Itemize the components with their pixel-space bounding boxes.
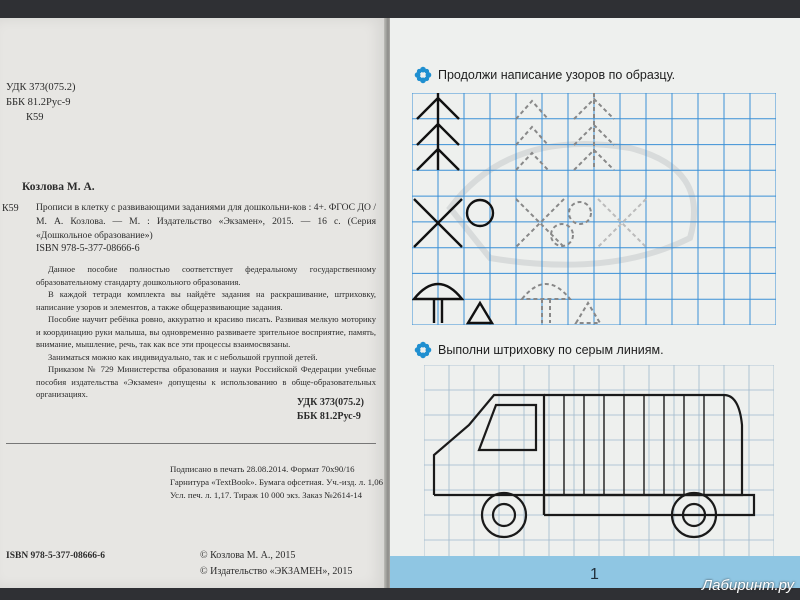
tree-pattern-sample: [417, 93, 459, 170]
flower-bullet-icon: [414, 341, 432, 359]
classification-codes: [297, 396, 364, 424]
right-page: [390, 18, 800, 588]
imprint-line: Подписано в печать 28.08.2014. Формат 70x90/16: [170, 464, 355, 474]
imprint-line: Гарнитура «TextBook». Бумага офсетная. Уч.-изд. л. 1,06: [170, 477, 383, 487]
udk-code: УДК 373(075.2): [296, 397, 364, 408]
cross-circle-sample: [414, 199, 493, 247]
author-name: Козлова М. А.: [22, 181, 95, 193]
task-text: Выполни штриховку по серым линиям.: [438, 343, 664, 357]
task-text: Продолжи написание узоров по образцу.: [438, 68, 676, 82]
isbn-top: ISBN 978-5-377-08666-6: [36, 243, 140, 254]
annotation-paragraph: В каждой тетради комплекта вы найдёте задания на раскрашивание, штриховку, написание узоров и элементов, а также общеразвивающие задания.: [36, 289, 376, 312]
bbk-line: ББК 81.2Рус-9: [6, 97, 71, 108]
annotation-paragraph: Пособие научит ребёнка ровно, аккуратно и красиво писать. Развивая мелкую моторику и координацию руки малыша, вы одновременно развиваете зрительное восприятие, память, внимание, мышление, речь, так как все эти процессы взаимосвязаны.: [36, 314, 376, 349]
left-page: [0, 18, 386, 588]
flower-bullet-icon: [414, 66, 432, 84]
udk-line: УДК 373(075.2): [6, 82, 76, 93]
udk-block-top: [6, 80, 76, 125]
truck-outline: [434, 395, 754, 537]
copyright-line: © Козлова М. А., 2015: [200, 550, 296, 561]
annotation-text: [36, 263, 376, 401]
copyright-block: [200, 548, 352, 580]
annotation-paragraph: Данное пособие полностью соответствует федеральному государственному образовательному стандарту дошкольного образования.: [36, 264, 376, 287]
tree-pattern-trace: [516, 93, 614, 170]
imprint-line: Усл. печ. л. 1,17. Тираж 10 000 экз. Заказ №2614-14: [170, 490, 363, 500]
task-instruction-2: [414, 341, 664, 359]
divider-line: [6, 443, 376, 444]
mushroom-triangle-trace: [522, 284, 600, 323]
annotation-paragraph: Заниматься можно как индивидуально, так и с небольшой группой детей.: [48, 351, 318, 362]
mushroom-triangle-sample: [414, 284, 492, 323]
isbn-bottom: ISBN 978-5-377-08666-6: [6, 551, 105, 561]
imprint-info: [170, 463, 383, 502]
page-number: 1: [590, 566, 599, 583]
annotation-paragraph: Приказом № 729 Министерства образования и науки Российской Федерации учебные пособия издательства «Экзамен» допущены к использованию в обще-образовательных организациях.: [36, 364, 376, 399]
task-instruction-1: [414, 66, 675, 84]
k59-line: К59: [26, 112, 44, 123]
pattern-grid: [412, 93, 776, 325]
k59-side-code: К59: [2, 203, 19, 214]
bbk-code: ББК 81.2Рус-9: [296, 411, 361, 422]
truck-grid: [424, 365, 774, 565]
book-description: Прописи в клетку с развивающими заданиями для дошкольни-ков : 4+. ФГОС ДО / М. А. Козлова. — М. : Издательство «Экзамен», 2015. — 16 с. (Серия «Дошкольное образование»): [36, 202, 376, 241]
site-watermark: Лабиринт.ру: [701, 577, 794, 594]
copyright-line: © Издательство «ЭКЗАМЕН», 2015: [200, 566, 353, 577]
cross-circle-trace: [516, 199, 646, 247]
